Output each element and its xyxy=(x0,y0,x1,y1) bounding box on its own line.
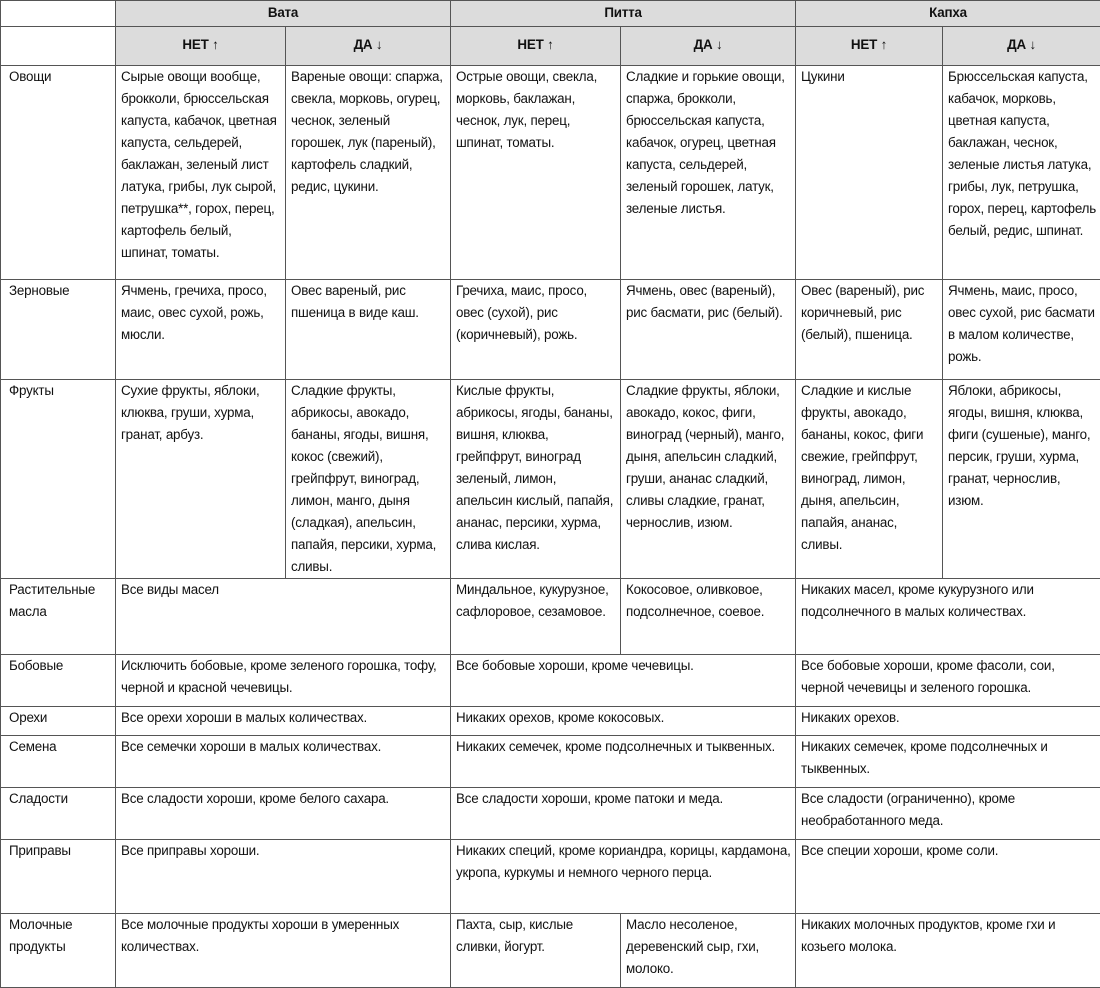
spices-kapha: Все специи хороши, кроме соли. xyxy=(796,840,1100,914)
sweets-kapha: Все сладости (ограниченно), кроме необработанного меда. xyxy=(796,788,1100,840)
legumes-vata: Исключить бобовые, кроме зеленого горошка, тофу, черной и красной чечевицы. xyxy=(116,655,451,707)
nuts-vata: Все орехи хороши в малых количествах. xyxy=(116,707,451,736)
header-yesno-row xyxy=(1,27,1100,66)
vegetables-vata-yes: Вареные овощи: спаржа, свекла, морковь, огурец, чеснок, зеленый горошек, лук (пареный), картофель сладкий, редис, цукини. xyxy=(286,66,451,280)
seeds-kapha: Никаких семечек, кроме подсолнечных и тыквенных. xyxy=(796,736,1100,788)
grains-kapha-no: Овес (вареный), рис коричневый, рис (белый), пшеница. xyxy=(796,280,943,380)
dairy-pitta-no: Пахта, сыр, кислые сливки, йогурт. xyxy=(451,914,621,988)
header-pitta: Питта xyxy=(451,1,796,27)
nuts-kapha: Никаких орехов. xyxy=(796,707,1100,736)
row-label-vegetables: Овощи xyxy=(1,66,116,280)
row-seeds xyxy=(1,736,1100,788)
spices-vata: Все приправы хороши. xyxy=(116,840,451,914)
spices-pitta: Никаких специй, кроме кориандра, корицы, кардамона, укропа, куркумы и немного черного перца. xyxy=(451,840,796,914)
grains-pitta-yes: Ячмень, овес (вареный), рис басмати, рис (белый). xyxy=(621,280,796,380)
row-fruits xyxy=(1,380,1100,579)
row-grains xyxy=(1,280,1100,380)
fruits-kapha-yes: Яблоки, абрикосы, ягоды, вишня, клюква, фиги (сушеные), манго, персик, груши, хурма, гранат, чернослив, изюм. xyxy=(943,380,1100,579)
row-label-grains: Зерновые xyxy=(1,280,116,380)
header-vata-yes: ДА ↓ xyxy=(286,27,451,66)
row-label-nuts: Орехи xyxy=(1,707,116,736)
fruits-vata-yes: Сладкие фрукты, абрикосы, авокадо, бананы, ягоды, вишня, кокос (свежий), грейпфрут, виноград, лимон, манго, дыня (сладкая), апельсин, папайя, персики, хурма, сливы. xyxy=(286,380,451,579)
vegetables-kapha-no: Цукини xyxy=(796,66,943,280)
header-corner xyxy=(1,1,116,27)
row-label-oils: Растительные масла xyxy=(1,579,116,655)
seeds-vata: Все семечки хороши в малых количествах. xyxy=(116,736,451,788)
row-oils xyxy=(1,579,1100,655)
header-corner-sub xyxy=(1,27,116,66)
vegetables-vata-no: Сырые овощи вообще, брокколи, брюссельская капуста, кабачок, цветная капуста, сельдерей, баклажан, зеленый лист латука, грибы, лук сырой, петрушка**, горох, перец, картофель белый, шпинат, томаты. xyxy=(116,66,286,280)
grains-kapha-yes: Ячмень, маис, просо, овес сухой, рис басмати в малом количестве, рожь. xyxy=(943,280,1100,380)
grains-vata-no: Ячмень, гречиха, просо, маис, овес сухой, рожь, мюсли. xyxy=(116,280,286,380)
nuts-pitta: Никаких орехов, кроме кокосовых. xyxy=(451,707,796,736)
vegetables-kapha-yes: Брюссельская капуста, кабачок, морковь, цветная капуста, баклажан, чеснок, зеленые листья латука, грибы, лук, петрушка, горох, перец, картофель белый, редис, шпинат. xyxy=(943,66,1100,280)
fruits-vata-no: Сухие фрукты, яблоки, клюква, груши, хурма, гранат, арбуз. xyxy=(116,380,286,579)
seeds-pitta: Никаких семечек, кроме подсолнечных и тыквенных. xyxy=(451,736,796,788)
oils-pitta-no: Миндальное, кукурузное, сафлоровое, сезамовое. xyxy=(451,579,621,655)
header-pitta-no: НЕТ ↑ xyxy=(451,27,621,66)
fruits-pitta-yes: Сладкие фрукты, яблоки, авокадо, кокос, фиги, виноград (черный), манго, дыня, апельсин сладкий, груши, ананас сладкий, сливы сладкие, гранат, чернослив, изюм. xyxy=(621,380,796,579)
fruits-pitta-no: Кислые фрукты, абрикосы, ягоды, бананы, вишня, клюква, грейпфрут, виноград зеленый, лимон, апельсин кислый, папайя, ананас, персики, хурма, слива кислая. xyxy=(451,380,621,579)
row-label-fruits: Фрукты xyxy=(1,380,116,579)
header-vata: Вата xyxy=(116,1,451,27)
row-label-seeds: Семена xyxy=(1,736,116,788)
row-dairy xyxy=(1,914,1100,988)
grains-vata-yes: Овес вареный, рис пшеница в виде каш. xyxy=(286,280,451,380)
row-label-sweets: Сладости xyxy=(1,788,116,840)
oils-kapha: Никаких масел, кроме кукурузного или подсолнечного в малых количествах. xyxy=(796,579,1100,655)
row-sweets xyxy=(1,788,1100,840)
row-spices xyxy=(1,840,1100,914)
row-vegetables xyxy=(1,66,1100,280)
header-kapha-no: НЕТ ↑ xyxy=(796,27,943,66)
dairy-vata: Все молочные продукты хороши в умеренных количествах. xyxy=(116,914,451,988)
vegetables-pitta-yes: Сладкие и горькие овощи, спаржа, брокколи, брюссельская капуста, кабачок, огурец, цветная капуста, сельдерей, зеленый горошек, латук, зеленые листья. xyxy=(621,66,796,280)
row-label-dairy: Молочные продукты xyxy=(1,914,116,988)
header-vata-no: НЕТ ↑ xyxy=(116,27,286,66)
legumes-kapha: Все бобовые хороши, кроме фасоли, сои, черной чечевицы и зеленого горошка. xyxy=(796,655,1100,707)
fruits-kapha-no: Сладкие и кислые фрукты, авокадо, бананы, кокос, фиги свежие, грейпфрут, виноград, лимон, дыня, апельсин, папайя, ананас, сливы. xyxy=(796,380,943,579)
sweets-pitta: Все сладости хороши, кроме патоки и меда. xyxy=(451,788,796,840)
header-kapha-yes: ДА ↓ xyxy=(943,27,1100,66)
header-dosha-row xyxy=(1,1,1100,27)
grains-pitta-no: Гречиха, маис, просо, овес (сухой), рис (коричневый), рожь. xyxy=(451,280,621,380)
oils-pitta-yes: Кокосовое, оливковое, подсолнечное, соевое. xyxy=(621,579,796,655)
row-legumes xyxy=(1,655,1100,707)
dairy-kapha: Никаких молочных продуктов, кроме гхи и козьего молока. xyxy=(796,914,1100,988)
vegetables-pitta-no: Острые овощи, свекла, морковь, баклажан, чеснок, лук, перец, шпинат, томаты. xyxy=(451,66,621,280)
legumes-pitta: Все бобовые хороши, кроме чечевицы. xyxy=(451,655,796,707)
header-pitta-yes: ДА ↓ xyxy=(621,27,796,66)
row-label-legumes: Бобовые xyxy=(1,655,116,707)
sweets-vata: Все сладости хороши, кроме белого сахара. xyxy=(116,788,451,840)
row-label-spices: Приправы xyxy=(1,840,116,914)
oils-vata: Все виды масел xyxy=(116,579,451,655)
header-kapha: Капха xyxy=(796,1,1100,27)
row-nuts xyxy=(1,707,1100,736)
dairy-pitta-yes: Масло несоленое, деревенский сыр, гхи, молоко. xyxy=(621,914,796,988)
